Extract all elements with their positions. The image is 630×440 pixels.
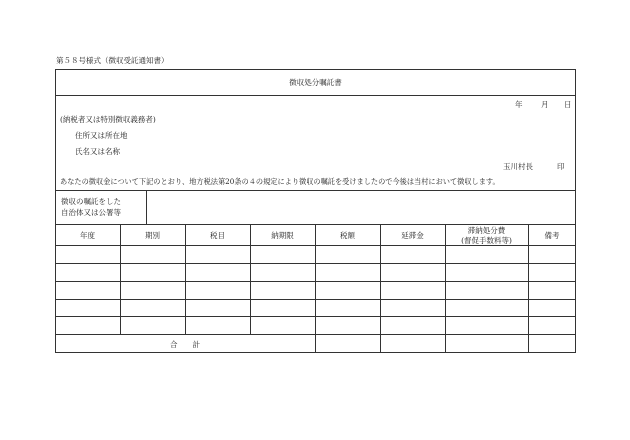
col-divider-3	[250, 224, 251, 334]
form-number: 第５８号様式（徴収受託通知書）	[56, 56, 169, 65]
total-label: 合 計	[170, 340, 200, 349]
table-row	[55, 263, 576, 264]
header-late-fee: 延滞金	[401, 231, 424, 240]
entrust-top-line	[55, 190, 576, 191]
entrusting-label-line2: 自治体又は公署等	[61, 208, 121, 217]
header-tax-item: 税目	[210, 231, 225, 240]
table-row	[55, 281, 576, 282]
date-month-label: 月	[541, 100, 549, 109]
total-row-top-line	[55, 334, 576, 335]
header-due-date: 納期限	[271, 231, 294, 240]
header-tax-amount: 税額	[340, 231, 355, 240]
header-disposition-cost-sub: (督促手数料等)	[461, 236, 512, 245]
date-year-label: 年	[515, 100, 523, 109]
entrusting-label-line1: 徴収の嘱託をした	[61, 197, 121, 206]
table-row	[55, 316, 576, 317]
table-row	[55, 299, 576, 300]
issuer-name: 玉川村長	[503, 162, 533, 171]
header-fiscal-year: 年度	[80, 231, 95, 240]
title-divider	[55, 95, 576, 96]
col-divider-2	[185, 224, 186, 334]
address-label: 住所又は所在地	[75, 131, 128, 140]
form-title: 徴収処分嘱託書	[289, 78, 342, 87]
header-period: 期別	[145, 231, 160, 240]
entrust-divider	[146, 190, 147, 224]
seal-mark: 印	[557, 162, 565, 171]
header-remarks: 備考	[544, 231, 560, 240]
notice-text: あなたの徴収金について下記のとおり、地方税法第20条の４の規定により徴収の嘱託を受けましたので今後は当村において徴収します。	[60, 177, 500, 186]
taxpayer-label: (納税者又は特別徴収義務者)	[60, 115, 156, 124]
col-divider-1	[120, 224, 121, 334]
date-day-label: 日	[564, 100, 572, 109]
name-label: 氏名又は名称	[75, 147, 120, 156]
header-disposition-cost: 滞納処分費	[467, 226, 506, 235]
